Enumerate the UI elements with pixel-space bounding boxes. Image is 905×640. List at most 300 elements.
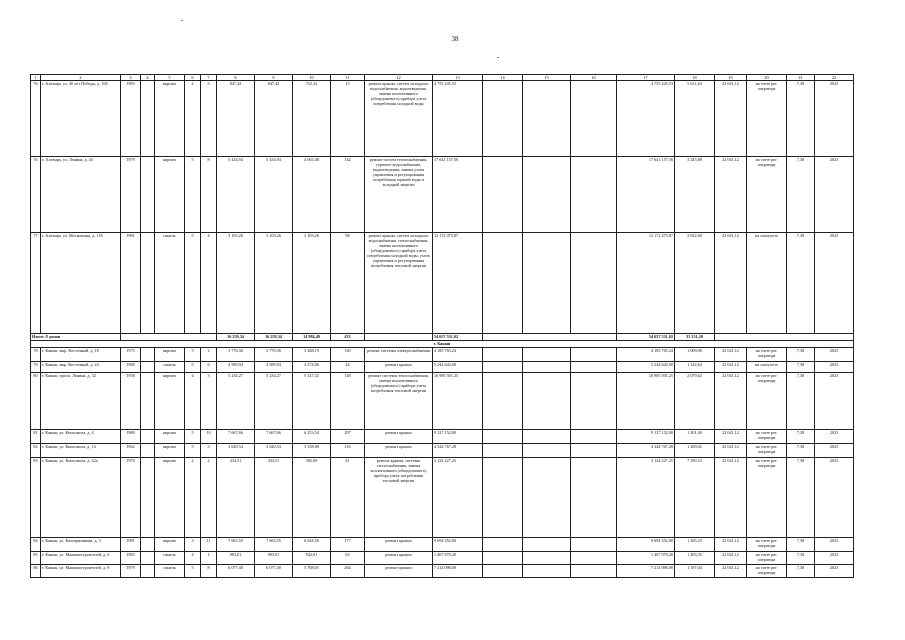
- subtotal-area-cell: 16 259,34: [217, 334, 255, 341]
- max-cost-cell: 22 041,12: [715, 565, 747, 578]
- table-row: [31, 565, 854, 578]
- empty-cell: [483, 157, 523, 233]
- cost-total-cell: 9 694 352,00: [433, 538, 483, 552]
- wall-material-cell: кирпич: [155, 348, 185, 362]
- cost-fund-cell: 10 985 501,25: [617, 373, 675, 430]
- unit-cost-cell: 1 142,64: [675, 362, 715, 373]
- unit-cost-cell: 1 200,02: [675, 444, 715, 458]
- completion-year-cell: 2023: [815, 458, 854, 538]
- work-type-cell: ремонт крыши: [365, 362, 433, 373]
- wall-material-cell: кирпич: [155, 458, 185, 538]
- unit-cost-cell: 1 201,40: [675, 430, 715, 444]
- rate-cell: 7,38: [787, 538, 815, 552]
- address-cell: г. Канаш, ул. Кооперативная, д. 3: [41, 538, 121, 552]
- entrances-cell: 4: [201, 233, 217, 334]
- residents-cell: 41: [331, 458, 365, 538]
- year-cell: 1980: [121, 362, 141, 373]
- column-number-cell: 20: [747, 75, 787, 81]
- cost-total-cell: 9 127 152,00: [433, 430, 483, 444]
- table-row: [31, 348, 854, 362]
- cost-fund-cell: 3 124 227,25: [617, 458, 675, 538]
- empty-cell: [523, 552, 571, 565]
- max-cost-cell: 22 041,12: [715, 362, 747, 373]
- total-area-cell: 6 077,40: [217, 565, 255, 578]
- unit-cost-cell: 2 079,62: [675, 373, 715, 430]
- unit-cost-cell: 5 611,44: [675, 81, 715, 157]
- wall-material-cell: кирпич: [155, 157, 185, 233]
- cost-total-cell: 4 185 765,24: [433, 348, 483, 362]
- column-number-cell: 16: [571, 75, 617, 81]
- address-cell: г. Канаш, ул. Комсомола, д. 32а: [41, 458, 121, 538]
- cost-fund-cell: 7 214 096,00: [617, 565, 675, 578]
- empty-cell: [571, 348, 617, 362]
- subtotal-residents-cell: 433: [331, 334, 365, 341]
- column-number-cell: 19: [715, 75, 747, 81]
- column-number-cell: 7: [201, 75, 217, 81]
- wall-material-cell: панель: [155, 565, 185, 578]
- subtotal-area-cell: 14 984,49: [293, 334, 331, 341]
- subtotal-label-cell: Итого: 8 домов: [31, 334, 121, 341]
- area-cell: 6 077,40: [255, 565, 293, 578]
- area-cell: 983,01: [255, 552, 293, 565]
- total-area-cell: 7 663,55: [217, 538, 255, 552]
- work-type-cell: ремонт крыши: [365, 538, 433, 552]
- empty-cell: [483, 430, 523, 444]
- rate-cell: 7,38: [787, 157, 815, 233]
- cost-fund-cell: 17 641 157,56: [617, 157, 675, 233]
- residents-cell: 142: [331, 157, 365, 233]
- wall-material-cell: кирпич: [155, 81, 185, 157]
- empty-cell: [483, 373, 523, 430]
- register-table-wrapper: [30, 74, 853, 622]
- year-cell: 1980: [121, 430, 141, 444]
- city-heading-row: [31, 341, 854, 348]
- completion-year-cell: 2023: [815, 348, 854, 362]
- empty-cell: [571, 458, 617, 538]
- table-row: [31, 444, 854, 458]
- cost-fund-cell: 5 244 642,00: [617, 362, 675, 373]
- column-number-cell: 14: [483, 75, 523, 81]
- empty-cell: [483, 538, 523, 552]
- unit-cost-cell: 7 190,23: [675, 458, 715, 538]
- max-cost-cell: 22 041,12: [715, 373, 747, 430]
- total-area-cell: 3 776,36: [217, 348, 255, 362]
- total-area-cell: 3 103,26: [217, 233, 255, 334]
- area-cell: 3 776,36: [255, 348, 293, 362]
- empty-cell: [365, 334, 433, 341]
- entrances-cell: 2: [201, 348, 217, 362]
- work-type-cell: ремонт крыши: [365, 552, 433, 565]
- empty-cell: [141, 458, 155, 538]
- year-cell: 1983: [121, 81, 141, 157]
- total-area-cell: 5 434,94: [217, 157, 255, 233]
- column-number-cell: 12: [365, 75, 433, 81]
- year-cell: 1981: [121, 233, 141, 334]
- total-area-cell: 847,42: [217, 81, 255, 157]
- residents-cell: 140: [331, 348, 365, 362]
- address-cell: г. Алатырь, ул. 40 лет Победы, д. 10б: [41, 81, 121, 157]
- cost-fund-cell: 12 172 475,87: [617, 233, 675, 334]
- residential-area-cell: 3 268,19: [293, 348, 331, 362]
- residents-cell: 148: [331, 373, 365, 430]
- unit-cost-cell: 3 245,88: [675, 157, 715, 233]
- empty-cell: [523, 157, 571, 233]
- row-number-cell: 80: [31, 373, 41, 430]
- floors-cell: 2: [185, 458, 201, 538]
- empty-cell: [141, 430, 155, 444]
- empty-cell: [571, 157, 617, 233]
- year-cell: 1979: [121, 565, 141, 578]
- completion-year-cell: 2023: [815, 157, 854, 233]
- empty-cell: [523, 538, 571, 552]
- wall-material-cell: панель: [155, 362, 185, 373]
- empty-cell: [571, 552, 617, 565]
- year-cell: 1962: [121, 444, 141, 458]
- address-cell: г. Канаш, ул. Комсомола, д. 4: [41, 430, 121, 444]
- fund-method-cell: на спецсчете: [747, 233, 787, 334]
- column-number-cell: 9: [255, 75, 293, 81]
- table-row: [31, 552, 854, 565]
- empty-cell: [483, 552, 523, 565]
- year-cell: 1975: [121, 348, 141, 362]
- area-cell: 3 620,54: [255, 444, 293, 458]
- address-cell: г. Канаш, ул. Машиностроителей, д. 9: [41, 565, 121, 578]
- entrances-cell: 3: [201, 444, 217, 458]
- cost-fund-cell: 1 467 979,20: [617, 552, 675, 565]
- area-cell: 7 667,66: [255, 430, 293, 444]
- residents-cell: 297: [331, 430, 365, 444]
- table-row: [31, 538, 854, 552]
- column-number-cell: 22: [815, 75, 854, 81]
- total-area-cell: 3 620,54: [217, 444, 255, 458]
- empty-cell: [571, 430, 617, 444]
- unit-cost-cell: 1 187,04: [675, 565, 715, 578]
- rate-cell: 7,38: [787, 430, 815, 444]
- column-number-cell: 11: [331, 75, 365, 81]
- empty-cell: [523, 81, 571, 157]
- empty-cell: [523, 565, 571, 578]
- entrances-cell: 2: [201, 458, 217, 538]
- completion-year-cell: 2023: [815, 362, 854, 373]
- page-number: 38: [451, 35, 459, 43]
- column-number-cell: 4: [141, 75, 155, 81]
- table-row: [31, 81, 854, 157]
- column-number-cell: 3: [121, 75, 141, 81]
- floors-cell: 5: [185, 362, 201, 373]
- area-cell: 3 103,26: [255, 233, 293, 334]
- cost-total-cell: 4 344 767,28: [433, 444, 483, 458]
- empty-cell: [571, 565, 617, 578]
- year-cell: 1983: [121, 552, 141, 565]
- floors-cell: 2: [185, 81, 201, 157]
- table-row: [31, 430, 854, 444]
- fund-method-cell: на счете рег. оператора: [747, 373, 787, 430]
- empty-cell: [141, 157, 155, 233]
- empty-cell: [483, 334, 617, 341]
- empty-cell: [523, 373, 571, 430]
- rate-cell: 7,38: [787, 565, 815, 578]
- residential-area-cell: 4 665,48: [293, 157, 331, 233]
- work-type-cell: ремонт крыши: [365, 430, 433, 444]
- empty-cell: [571, 233, 617, 334]
- empty-cell: [141, 552, 155, 565]
- year-cell: 1981: [121, 538, 141, 552]
- fund-method-cell: на счете рег. оператора: [747, 458, 787, 538]
- empty-cell: [483, 444, 523, 458]
- row-number-cell: 79: [31, 362, 41, 373]
- work-type-cell: ремонт системы теплоснабжения, замена коллективного (общедомового) прибора учета потребления тепловой энергии: [365, 373, 433, 430]
- empty-cell: [141, 538, 155, 552]
- area-cell: 7 663,55: [255, 538, 293, 552]
- empty-cell: [141, 348, 155, 362]
- total-area-cell: 4 589,94: [217, 362, 255, 373]
- completion-year-cell: 2023: [815, 444, 854, 458]
- empty-cell: [523, 348, 571, 362]
- empty-cell: [523, 362, 571, 373]
- empty-cell: [483, 362, 523, 373]
- wall-material-cell: кирпич: [155, 538, 185, 552]
- area-cell: 434,51: [255, 458, 293, 538]
- row-number-cell: 78: [31, 348, 41, 362]
- floors-cell: 5: [185, 565, 201, 578]
- rate-cell: 7,38: [787, 348, 815, 362]
- floors-cell: 5: [185, 444, 201, 458]
- row-number-cell: 85: [31, 552, 41, 565]
- subtotal-area-cell: 16 259,34: [255, 334, 293, 341]
- completion-year-cell: 2023: [815, 565, 854, 578]
- fund-method-cell: на счете рег. оператора: [747, 444, 787, 458]
- area-cell: 5 434,94: [255, 157, 293, 233]
- rate-cell: 7,38: [787, 552, 815, 565]
- wall-material-cell: панель: [155, 552, 185, 565]
- row-number-cell: 83: [31, 458, 41, 538]
- empty-cell: [523, 458, 571, 538]
- work-type-cell: ремонт крыши: [365, 444, 433, 458]
- completion-year-cell: 2023: [815, 538, 854, 552]
- floors-cell: 4: [185, 552, 201, 565]
- entrances-cell: 3: [201, 373, 217, 430]
- cost-fund-cell: 9 127 152,00: [617, 430, 675, 444]
- floors-cell: 5: [185, 157, 201, 233]
- empty-cell: [483, 348, 523, 362]
- row-number-cell: 82: [31, 444, 41, 458]
- floors-cell: 3: [185, 538, 201, 552]
- address-cell: г. Алатырь, ул. Ленина, д. 43: [41, 157, 121, 233]
- empty-cell: [571, 444, 617, 458]
- year-cell: 1979: [121, 157, 141, 233]
- column-number-cell: 6: [185, 75, 201, 81]
- subtotal-unit-cost-cell: 33 151,20: [675, 334, 715, 341]
- cost-fund-cell: 4 344 767,28: [617, 444, 675, 458]
- completion-year-cell: 2023: [815, 373, 854, 430]
- fund-method-cell: на счете рег. оператора: [747, 348, 787, 362]
- cost-fund-cell: 4 185 765,24: [617, 348, 675, 362]
- address-cell: г. Канаш, мкр. Восточный, д. 18: [41, 348, 121, 362]
- residential-area-cell: 5 147,32: [293, 373, 331, 430]
- residential-area-cell: 4 274,06: [293, 362, 331, 373]
- entrances-cell: 8: [201, 565, 217, 578]
- cost-total-cell: 4 755 245,53: [433, 81, 483, 157]
- cost-total-cell: 3 124 227,25: [433, 458, 483, 538]
- column-number-cell: 10: [293, 75, 331, 81]
- max-cost-cell: 22 041,12: [715, 430, 747, 444]
- residential-area-cell: 3 358,80: [293, 444, 331, 458]
- empty-cell: [121, 334, 217, 341]
- area-cell: 5 234,27: [255, 373, 293, 430]
- max-cost-cell: 22 041,12: [715, 157, 747, 233]
- entrances-cell: 6: [201, 362, 217, 373]
- total-area-cell: 983,01: [217, 552, 255, 565]
- residents-cell: 116: [331, 444, 365, 458]
- empty-cell: [483, 458, 523, 538]
- subtotal-row: [31, 334, 854, 341]
- max-cost-cell: 22 041,12: [715, 538, 747, 552]
- empty-cell: [571, 362, 617, 373]
- cost-total-cell: 7 214 096,00: [433, 565, 483, 578]
- table-row: [31, 458, 854, 538]
- fund-method-cell: на счете рег. оператора: [747, 430, 787, 444]
- address-cell: г. Алатырь, ул. Московская, д. 118: [41, 233, 121, 334]
- address-cell: г. Канаш, ул. Машиностроителей, д. 6: [41, 552, 121, 565]
- column-number-cell: 21: [787, 75, 815, 81]
- column-number-cell: 17: [617, 75, 675, 81]
- year-cell: 1958: [121, 373, 141, 430]
- residential-area-cell: 392,09: [293, 458, 331, 538]
- cost-fund-cell: 9 694 352,00: [617, 538, 675, 552]
- residential-area-cell: 6 624,56: [293, 538, 331, 552]
- residents-cell: 98: [331, 233, 365, 334]
- entrances-cell: 3: [201, 81, 217, 157]
- subtotal-cost-fund-cell: 54 657 531,02: [617, 334, 675, 341]
- empty-cell: [571, 373, 617, 430]
- empty-cell: [483, 565, 523, 578]
- empty-cell: [571, 538, 617, 552]
- floors-cell: 5: [185, 430, 201, 444]
- address-cell: г. Канаш, мкр. Восточный, д. 24: [41, 362, 121, 373]
- floors-cell: 5: [185, 348, 201, 362]
- empty-cell: [141, 362, 155, 373]
- row-number-cell: 86: [31, 565, 41, 578]
- empty-cell: [523, 444, 571, 458]
- cost-total-cell: 10 985 501,25: [433, 373, 483, 430]
- city-name: г. Канаш: [31, 341, 854, 348]
- area-cell: 4 589,94: [255, 362, 293, 373]
- empty-cell: [715, 334, 854, 341]
- column-number-cell: 18: [675, 75, 715, 81]
- work-type-cell: ремонт системы электроснабжения: [365, 348, 433, 362]
- floors-cell: 4: [185, 373, 201, 430]
- row-number-cell: 84: [31, 538, 41, 552]
- empty-cell: [141, 81, 155, 157]
- table-row: [31, 362, 854, 373]
- year-cell: 1970: [121, 458, 141, 538]
- residential-area-cell: 942,01: [293, 552, 331, 565]
- residents-cell: 63: [331, 552, 365, 565]
- total-area-cell: 7 667,66: [217, 430, 255, 444]
- rate-cell: 7,38: [787, 81, 815, 157]
- completion-year-cell: 2023: [815, 81, 854, 157]
- total-area-cell: 434,51: [217, 458, 255, 538]
- cost-total-cell: 5 244 642,00: [433, 362, 483, 373]
- empty-cell: [141, 565, 155, 578]
- cost-fund-cell: 4 755 245,53: [617, 81, 675, 157]
- residents-cell: 24: [331, 362, 365, 373]
- table-row: [31, 373, 854, 430]
- unit-cost-cell: 1 265,25: [675, 538, 715, 552]
- row-number-cell: 76: [31, 81, 41, 157]
- max-cost-cell: 22 041,12: [715, 552, 747, 565]
- unit-cost-cell: 1 009,00: [675, 348, 715, 362]
- max-cost-cell: 22 041,12: [715, 233, 747, 334]
- column-number-cell: 15: [523, 75, 571, 81]
- table-row: [31, 233, 854, 334]
- work-type-cell: ремонт систем теплоснабжения, горячего водоснабжения, водоотведения, замена узлов управления и регулирования потребления горячей воды и холодной энергии: [365, 157, 433, 233]
- wall-material-cell: кирпич: [155, 444, 185, 458]
- rate-cell: 7,38: [787, 373, 815, 430]
- residents-cell: 15: [331, 81, 365, 157]
- rate-cell: 7,38: [787, 458, 815, 538]
- work-type-cell: ремонт крыши, систем холодного водоснабжения, теплоснабжения, замена коллективного (общедомового) прибора учета потребления холодной воды, узлов управления и регулирования потребления тепловой энергии: [365, 233, 433, 334]
- residential-area-cell: 3 103,26: [293, 233, 331, 334]
- address-cell: г. Канаш, просп. Ленина, д. 32: [41, 373, 121, 430]
- residents-cell: 177: [331, 538, 365, 552]
- fund-method-cell: на спецсчете: [747, 362, 787, 373]
- cost-total-cell: 12 172 475,87: [433, 233, 483, 334]
- completion-year-cell: 2023: [815, 430, 854, 444]
- entrances-cell: 11: [201, 538, 217, 552]
- completion-year-cell: 2023: [815, 552, 854, 565]
- rate-cell: 7,38: [787, 362, 815, 373]
- max-cost-cell: 22 041,12: [715, 458, 747, 538]
- empty-cell: [141, 444, 155, 458]
- cost-total-cell: 1 467 979,20: [433, 552, 483, 565]
- empty-cell: [571, 81, 617, 157]
- table-row: [31, 157, 854, 233]
- entrances-cell: 8: [201, 157, 217, 233]
- work-type-cell: ремонт крыши, системы теплоснабжения, замена коллективного (общедомового) прибора учета потребления тепловой энергии: [365, 458, 433, 538]
- fund-method-cell: на счете рег. оператора: [747, 538, 787, 552]
- empty-cell: [141, 233, 155, 334]
- empty-cell: [483, 81, 523, 157]
- residential-area-cell: 5 768,05: [293, 565, 331, 578]
- row-number-cell: 76: [31, 157, 41, 233]
- rate-cell: 7,38: [787, 233, 815, 334]
- column-number-cell: 2: [41, 75, 121, 81]
- residential-area-cell: 752,32: [293, 81, 331, 157]
- address-cell: г. Канаш, ул. Комсомола, д. 14: [41, 444, 121, 458]
- work-type-cell: ремонт крыши: [365, 565, 433, 578]
- entrances-cell: 1: [201, 552, 217, 565]
- empty-cell: [483, 233, 523, 334]
- wall-material-cell: кирпич: [155, 373, 185, 430]
- completion-year-cell: 2023: [815, 233, 854, 334]
- column-number-cell: 13: [433, 75, 483, 81]
- floors-cell: 5: [185, 233, 201, 334]
- wall-material-cell: панель: [155, 233, 185, 334]
- row-number-cell: 77: [31, 233, 41, 334]
- empty-cell: [523, 430, 571, 444]
- capital-repair-register-table: [30, 74, 854, 578]
- fund-method-cell: на счете рег. оператора: [747, 565, 787, 578]
- unit-cost-cell: 3 922,60: [675, 233, 715, 334]
- scan-speck: [497, 57, 499, 58]
- work-type-cell: ремонт крыши, систем холодного водоснабжения, водоотведения, замена коллективного (общедомового) прибора учета потребления холодной воды: [365, 81, 433, 157]
- column-number-cell: 8: [217, 75, 255, 81]
- residential-area-cell: 6 253,54: [293, 430, 331, 444]
- wall-material-cell: кирпич: [155, 430, 185, 444]
- rate-cell: 7,38: [787, 444, 815, 458]
- fund-method-cell: на счете рег. оператора: [747, 552, 787, 565]
